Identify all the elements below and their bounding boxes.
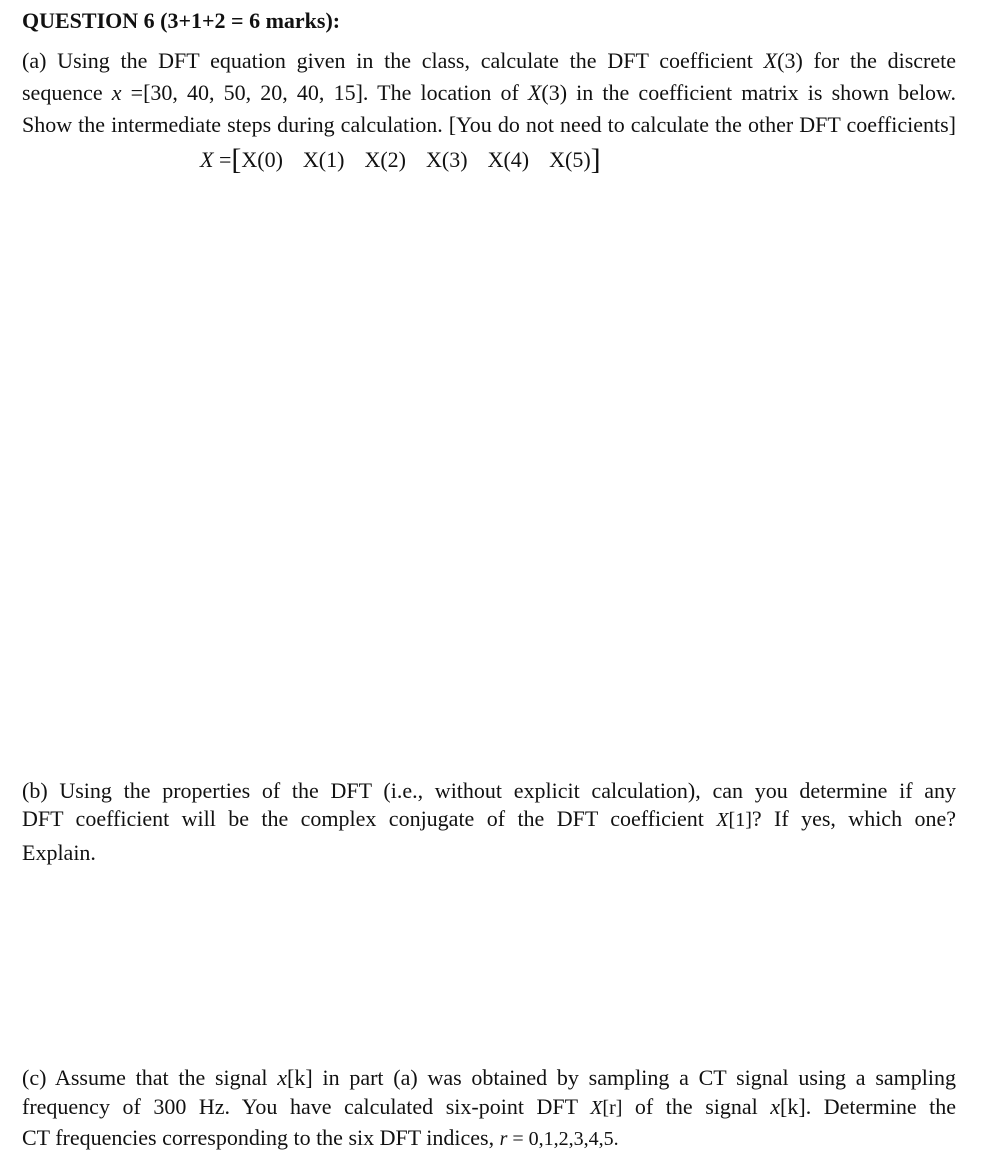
math-arg: [k] <box>287 1065 313 1090</box>
part-c-text: in part (a) was obtained by sampling a CT signal using a sampling <box>312 1065 956 1090</box>
part-b-line-2 <box>22 806 956 833</box>
math-arg: [k] <box>780 1094 806 1119</box>
matrix-equals: = <box>213 147 232 172</box>
matrix-item: X(2) <box>364 147 407 172</box>
math-arg: (3) <box>777 48 803 73</box>
math-var: r <box>499 1128 508 1150</box>
part-b-text: DFT coefficient will be the complex conjugate of the DFT coefficient <box>22 806 717 831</box>
math-var: x <box>111 80 122 105</box>
part-c-line-2 <box>22 1094 956 1121</box>
part-c-text: frequency of 300 Hz. You have calculated six-point DFT <box>22 1094 591 1119</box>
coefficient-matrix <box>200 145 601 175</box>
part-a-text: (a) Using the DFT equation given in the class, calculate the DFT coefficient <box>22 48 764 73</box>
question-title: QUESTION 6 (3+1+2 = 6 marks): <box>22 8 341 33</box>
part-b-text: ? If yes, which one? <box>751 806 956 831</box>
part-c-line-3 <box>22 1125 619 1152</box>
part-c-text: (c) Assume that the signal <box>22 1065 278 1090</box>
sequence-values: =[30, 40, 50, 20, 40, 15]. The location of <box>121 80 528 105</box>
matrix-open-bracket: [ <box>231 143 242 176</box>
matrix-close-bracket: ] <box>590 143 601 176</box>
part-c-text: . Determine the <box>805 1094 956 1119</box>
part-c-text: CT frequencies corresponding to the six DFT indices, <box>22 1125 500 1150</box>
matrix-item: X(5) <box>549 147 591 172</box>
part-a-line-1 <box>22 48 956 74</box>
matrix-lhs: X <box>200 147 214 172</box>
math-var: x <box>277 1065 288 1090</box>
matrix-item: X(0) <box>241 147 283 172</box>
math-var: X <box>763 48 778 73</box>
part-b-line-3: Explain. <box>22 840 96 865</box>
math-var: X <box>590 1097 603 1119</box>
matrix-item: X(3) <box>426 147 468 172</box>
part-a-line-2 <box>22 80 956 106</box>
part-b-line-1: (b) Using the properties of the DFT (i.e., without explicit calculation), can you determine if any <box>22 778 956 803</box>
part-a-text: for the discrete <box>802 48 957 73</box>
part-a-text: sequence <box>22 80 112 105</box>
dft-indices: = 0,1,2,3,4,5. <box>507 1128 619 1150</box>
part-a-line-3: Show the intermediate steps during calculation. [You do not need to calculate the other DFT coefficients] <box>22 112 956 137</box>
part-c-text: of the signal <box>622 1094 771 1119</box>
matrix-item: X(4) <box>487 147 530 172</box>
math-var: X <box>716 809 729 831</box>
part-c-line-1 <box>22 1065 956 1091</box>
math-arg: (3) <box>541 80 568 105</box>
matrix-item: X(1) <box>302 147 345 172</box>
math-var: X <box>527 80 542 105</box>
math-arg: [r] <box>602 1097 623 1119</box>
part-a-text: in the coefficient matrix is shown below. <box>567 80 957 105</box>
math-arg: [1] <box>728 809 752 831</box>
math-var: x <box>770 1094 781 1119</box>
